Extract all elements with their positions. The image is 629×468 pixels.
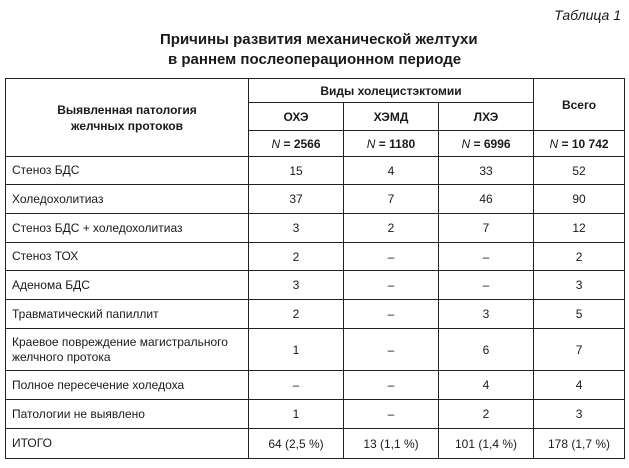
cell-lkhe: 3 xyxy=(439,300,534,329)
cell-lkhe: – xyxy=(439,271,534,300)
table-row xyxy=(6,243,625,271)
row-name: Полное пересечение холедоха xyxy=(6,371,249,400)
header-col-khemd: ХЭМД xyxy=(344,103,439,131)
cell-lkhe: 33 xyxy=(439,157,534,185)
n-khemd: N = 1180 xyxy=(344,131,439,157)
cell-okhe: 3 xyxy=(249,214,344,243)
table-row xyxy=(6,329,625,371)
table-row xyxy=(6,271,625,300)
table-row xyxy=(6,371,625,400)
title-line-1: Причины развития механической желтухи xyxy=(160,31,478,48)
cell-okhe: 37 xyxy=(249,185,344,214)
cell-khemd: – xyxy=(344,243,439,271)
table-number-label: Таблица 1 xyxy=(554,7,621,23)
cell-khemd: 4 xyxy=(344,157,439,185)
n-lkhe: N = 6996 xyxy=(439,131,534,157)
header-surgery-types: Виды холецистэктомии xyxy=(249,79,534,103)
cell-okhe: 1 xyxy=(249,329,344,371)
row-name: Холедохолитиаз xyxy=(6,185,249,214)
table-row xyxy=(6,185,625,214)
cell-lkhe: 4 xyxy=(439,371,534,400)
cell-okhe: 1 xyxy=(249,400,344,429)
header-pathology: Выявленная патология желчных протоков xyxy=(6,79,249,157)
row-name: Краевое повреждение магистрального желчного протока xyxy=(6,329,249,371)
cell-total: 90 xyxy=(534,185,625,214)
cell-khemd: – xyxy=(344,400,439,429)
table-row xyxy=(6,214,625,243)
cell-total: 5 xyxy=(534,300,625,329)
table-title xyxy=(160,30,478,70)
jaundice-causes-table xyxy=(5,78,625,459)
cell-lkhe: 6 xyxy=(439,329,534,371)
title-line-2: в раннем послеоперационном периоде xyxy=(168,51,462,68)
row-name: Аденома БДС xyxy=(6,271,249,300)
cell-total: 178 (1,7 %) xyxy=(534,429,625,459)
cell-lkhe: 101 (1,4 %) xyxy=(439,429,534,459)
cell-total: 3 xyxy=(534,400,625,429)
cell-khemd: – xyxy=(344,300,439,329)
cell-khemd: – xyxy=(344,329,439,371)
cell-total: 3 xyxy=(534,271,625,300)
header-col-okhe: ОХЭ xyxy=(249,103,344,131)
n-total: N = 10 742 xyxy=(534,131,625,157)
cell-okhe: – xyxy=(249,371,344,400)
cell-total: 7 xyxy=(534,329,625,371)
table-row xyxy=(6,400,625,429)
header-total: Всего xyxy=(534,79,625,131)
cell-khemd: – xyxy=(344,271,439,300)
row-name: ИТОГО xyxy=(6,429,249,459)
cell-total: 4 xyxy=(534,371,625,400)
cell-khemd: – xyxy=(344,371,439,400)
row-name: Патологии не выявлено xyxy=(6,400,249,429)
header-col-lkhe: ЛХЭ xyxy=(439,103,534,131)
cell-khemd: 7 xyxy=(344,185,439,214)
cell-lkhe: 2 xyxy=(439,400,534,429)
cell-lkhe: 7 xyxy=(439,214,534,243)
row-name: Стеноз ТОХ xyxy=(6,243,249,271)
n-okhe: N = 2566 xyxy=(249,131,344,157)
row-name: Травматический папиллит xyxy=(6,300,249,329)
cell-okhe: 64 (2,5 %) xyxy=(249,429,344,459)
cell-khemd: 13 (1,1 %) xyxy=(344,429,439,459)
cell-total: 2 xyxy=(534,243,625,271)
cell-total: 52 xyxy=(534,157,625,185)
table-row-total xyxy=(6,429,625,459)
cell-lkhe: 46 xyxy=(439,185,534,214)
cell-okhe: 2 xyxy=(249,243,344,271)
cell-okhe: 15 xyxy=(249,157,344,185)
row-name: Стеноз БДС + холедохолитиаз xyxy=(6,214,249,243)
cell-total: 12 xyxy=(534,214,625,243)
cell-okhe: 3 xyxy=(249,271,344,300)
row-name: Стеноз БДС xyxy=(6,157,249,185)
cell-lkhe: – xyxy=(439,243,534,271)
cell-okhe: 2 xyxy=(249,300,344,329)
cell-khemd: 2 xyxy=(344,214,439,243)
table-row xyxy=(6,157,625,185)
table-row xyxy=(6,300,625,329)
